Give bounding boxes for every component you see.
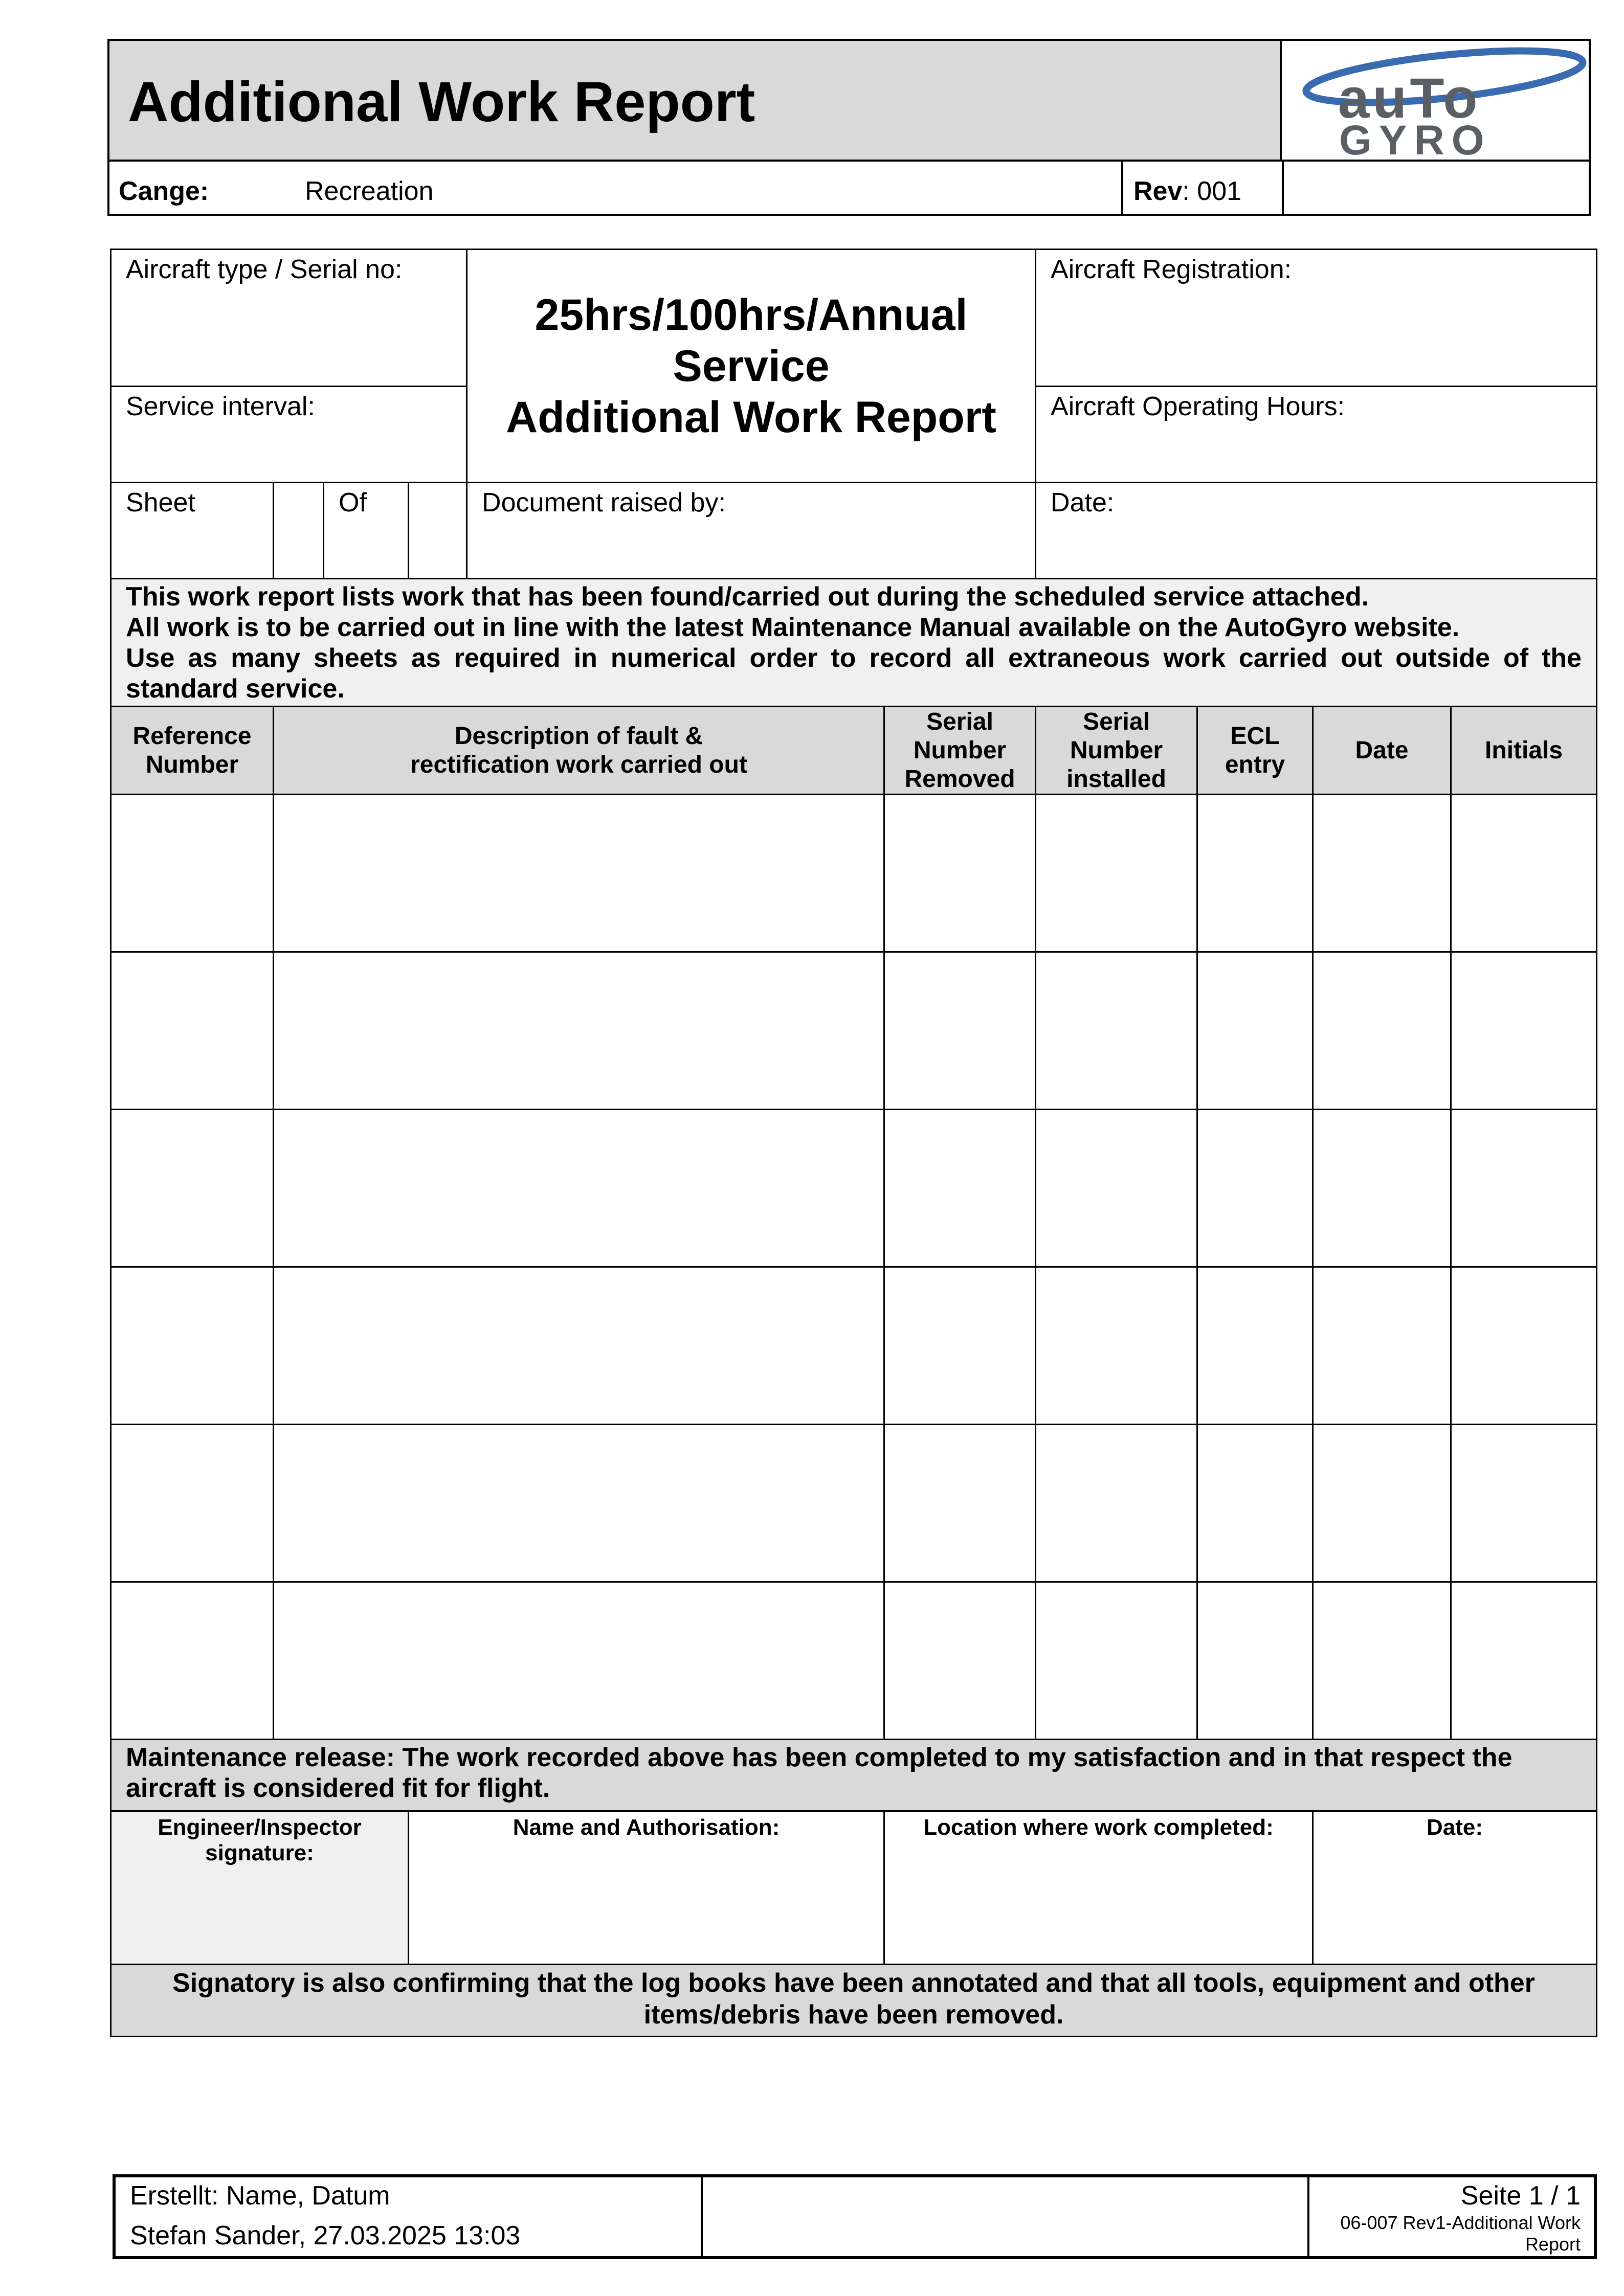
raised-by-field[interactable] bbox=[467, 483, 1036, 579]
instruction-line: Use as many sheets as required in numerical order to record all extraneous work carried out outside of the standard service. bbox=[126, 643, 1582, 704]
title-cell bbox=[109, 41, 1282, 162]
ecl-entry-cell[interactable] bbox=[1197, 1110, 1313, 1267]
col-header-reference: Reference Number bbox=[111, 707, 274, 795]
release-date-field[interactable] bbox=[1313, 1811, 1597, 1965]
col-header-serial-installed: Serial Number installed bbox=[1036, 707, 1197, 795]
service-interval-field[interactable] bbox=[111, 387, 467, 483]
autogyro-logo bbox=[1282, 41, 1589, 160]
serial-installed-cell[interactable] bbox=[1036, 1425, 1197, 1582]
maintenance-release-statement: Maintenance release: The work recorded above has been completed to my satisfaction and in that respect the aircraft is considered fit for flight. bbox=[111, 1740, 1597, 1811]
ecl-entry-cell[interactable] bbox=[1197, 1582, 1313, 1740]
cange-label: Cange: bbox=[119, 176, 209, 206]
ecl-entry-cell[interactable] bbox=[1197, 1425, 1313, 1582]
initials-cell[interactable] bbox=[1451, 952, 1597, 1110]
table-row bbox=[111, 1267, 1597, 1425]
page-footer bbox=[113, 2174, 1597, 2259]
date-cell[interactable] bbox=[1313, 1582, 1451, 1740]
serial-removed-cell[interactable] bbox=[884, 1582, 1036, 1740]
table-row bbox=[111, 952, 1597, 1110]
work-report-form bbox=[110, 249, 1597, 2037]
operating-hours-label: Aircraft Operating Hours: bbox=[1051, 392, 1345, 421]
col-header-initials: Initials bbox=[1451, 707, 1597, 795]
instructions-box bbox=[111, 579, 1597, 707]
name-authorisation-field[interactable] bbox=[409, 1811, 884, 1965]
sheet-label-cell bbox=[111, 483, 274, 579]
date-cell[interactable] bbox=[1313, 1425, 1451, 1582]
date-cell[interactable] bbox=[1313, 952, 1451, 1110]
serial-removed-cell[interactable] bbox=[884, 1425, 1036, 1582]
table-row bbox=[111, 1582, 1597, 1740]
instruction-line: All work is to be carried out in line with the latest Maintenance Manual available on the AutoGyro website. bbox=[126, 613, 1460, 642]
cange-value: Recreation bbox=[305, 176, 434, 206]
of-label: Of bbox=[339, 488, 367, 517]
work-location-field[interactable] bbox=[884, 1811, 1313, 1965]
rev-field: Rev: 001 bbox=[1133, 176, 1242, 206]
aircraft-registration-field[interactable] bbox=[1036, 250, 1597, 387]
svg-text:auTo: auTo bbox=[1338, 67, 1481, 130]
serial-installed-cell[interactable] bbox=[1036, 1267, 1197, 1425]
table-row bbox=[111, 795, 1597, 952]
document-title: Additional Work Report bbox=[128, 71, 755, 133]
serial-removed-cell[interactable] bbox=[884, 952, 1036, 1110]
reference-cell[interactable] bbox=[111, 1267, 274, 1425]
engineer-signature-label: Engineer/Inspector signature: bbox=[158, 1815, 362, 1865]
ecl-entry-cell[interactable] bbox=[1197, 795, 1313, 952]
col-header-description: Description of fault & rectification work carried out bbox=[274, 707, 884, 795]
header-divider bbox=[1121, 162, 1123, 216]
date-cell[interactable] bbox=[1313, 795, 1451, 952]
date-label: Date: bbox=[1051, 488, 1115, 517]
serial-installed-cell[interactable] bbox=[1036, 795, 1197, 952]
operating-hours-field[interactable] bbox=[1036, 387, 1597, 483]
created-value: Stefan Sander, 27.03.2025 13:03 bbox=[130, 2221, 521, 2250]
form-center-title bbox=[467, 250, 1036, 483]
serial-installed-cell[interactable] bbox=[1036, 952, 1197, 1110]
reference-cell[interactable] bbox=[111, 1582, 274, 1740]
description-cell[interactable] bbox=[274, 1110, 884, 1267]
instruction-line: This work report lists work that has been found/carried out during the scheduled service attached. bbox=[126, 582, 1369, 612]
description-cell[interactable] bbox=[274, 795, 884, 952]
col-header-serial-removed: Serial Number Removed bbox=[884, 707, 1036, 795]
table-row bbox=[111, 1425, 1597, 1582]
reference-cell[interactable] bbox=[111, 1425, 274, 1582]
center-title-line1: 25hrs/100hrs/Annual Service bbox=[535, 290, 968, 391]
initials-cell[interactable] bbox=[1451, 1110, 1597, 1267]
release-date-label: Date: bbox=[1427, 1815, 1483, 1840]
description-cell[interactable] bbox=[274, 952, 884, 1110]
description-cell[interactable] bbox=[274, 1582, 884, 1740]
engineer-signature-field[interactable] bbox=[111, 1811, 409, 1965]
col-header-date: Date bbox=[1313, 707, 1451, 795]
sheet-number-field[interactable] bbox=[274, 483, 324, 579]
reference-cell[interactable] bbox=[111, 795, 274, 952]
ecl-entry-cell[interactable] bbox=[1197, 952, 1313, 1110]
reference-cell[interactable] bbox=[111, 1110, 274, 1267]
date-cell[interactable] bbox=[1313, 1110, 1451, 1267]
header-divider bbox=[1282, 162, 1284, 216]
initials-cell[interactable] bbox=[1451, 1267, 1597, 1425]
serial-removed-cell[interactable] bbox=[884, 1110, 1036, 1267]
aircraft-type-field[interactable] bbox=[111, 250, 467, 387]
serial-installed-cell[interactable] bbox=[1036, 1110, 1197, 1267]
initials-cell[interactable] bbox=[1451, 795, 1597, 952]
footer-page-cell bbox=[1307, 2177, 1594, 2256]
service-interval-label: Service interval: bbox=[126, 392, 315, 421]
signatory-confirmation: Signatory is also confirming that the log books have been annotated and that all tools, equipment and other items/debris have been removed. bbox=[111, 1965, 1597, 2037]
serial-installed-cell[interactable] bbox=[1036, 1582, 1197, 1740]
sheet-total-field[interactable] bbox=[409, 483, 467, 579]
document-reference: 06-007 Rev1-Additional Work Report bbox=[1340, 2212, 1581, 2255]
initials-cell[interactable] bbox=[1451, 1425, 1597, 1582]
serial-removed-cell[interactable] bbox=[884, 795, 1036, 952]
of-label-cell bbox=[324, 483, 409, 579]
table-row bbox=[111, 1110, 1597, 1267]
page-number: Seite 1 / 1 bbox=[1460, 2181, 1581, 2211]
serial-removed-cell[interactable] bbox=[884, 1267, 1036, 1425]
aircraft-registration-label: Aircraft Registration: bbox=[1051, 255, 1292, 284]
center-title-line2: Additional Work Report bbox=[506, 392, 996, 442]
work-location-label: Location where work completed: bbox=[923, 1815, 1274, 1840]
date-cell[interactable] bbox=[1313, 1267, 1451, 1425]
description-cell[interactable] bbox=[274, 1425, 884, 1582]
created-label: Erstellt: Name, Datum bbox=[130, 2181, 390, 2211]
ecl-entry-cell[interactable] bbox=[1197, 1267, 1313, 1425]
sheet-label: Sheet bbox=[126, 488, 195, 517]
initials-cell[interactable] bbox=[1451, 1582, 1597, 1740]
footer-created-cell bbox=[116, 2177, 703, 2256]
col-header-ecl-entry: ECL entry bbox=[1197, 707, 1313, 795]
raised-by-label: Document raised by: bbox=[482, 488, 726, 517]
svg-text:GYRO: GYRO bbox=[1339, 117, 1492, 160]
aircraft-type-label: Aircraft type / Serial no: bbox=[126, 255, 403, 284]
name-authorisation-label: Name and Authorisation: bbox=[513, 1815, 780, 1840]
description-cell[interactable] bbox=[274, 1267, 884, 1425]
document-header bbox=[107, 39, 1591, 216]
logo-cell bbox=[1282, 41, 1591, 162]
reference-cell[interactable] bbox=[111, 952, 274, 1110]
date-field[interactable] bbox=[1036, 483, 1597, 579]
